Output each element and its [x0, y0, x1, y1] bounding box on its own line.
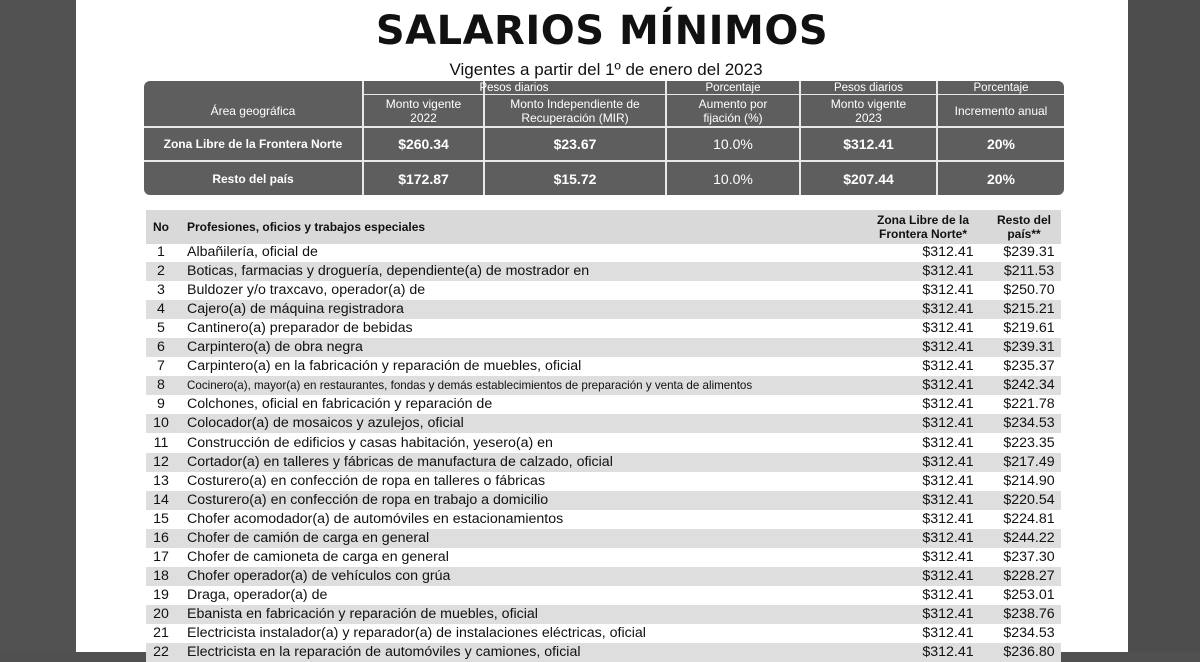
row-number: 12 [153, 453, 169, 470]
group-header-porcentaje-anual: Porcentaje [973, 81, 1029, 94]
row-number: 10 [153, 415, 169, 432]
row-description: Ebanista en fabricación y reparación de muebles, oficial [187, 605, 538, 622]
row-number: 9 [157, 396, 165, 413]
row-zona-libre-value: $312.41 [922, 605, 974, 622]
col-header-monto-2022: Monto vigente 2022 [385, 96, 462, 125]
col-header-monto-2023: Monto vigente 2023 [830, 96, 907, 125]
table-row [146, 281, 1061, 300]
summary-value-cell: $23.67 [553, 136, 597, 152]
row-resto-pais-value: $253.01 [1003, 586, 1055, 603]
row-zona-libre-value: $312.41 [922, 529, 974, 546]
row-zona-libre-value: $312.41 [922, 644, 974, 661]
row-number: 13 [153, 472, 169, 489]
row-resto-pais-value: $221.78 [1003, 396, 1055, 413]
table-row [146, 624, 1061, 643]
row-number: 7 [157, 358, 165, 375]
page-title: SALARIOS MÍNIMOS [375, 8, 829, 54]
row-zona-libre-value: $312.41 [922, 339, 974, 356]
col-header-area: Área geográfica [210, 103, 296, 118]
table-row [146, 434, 1061, 453]
row-description: Carpintero(a) en la fabricación y reparación de muebles, oficial [187, 358, 582, 375]
header-zona-libre: Zona Libre de la Frontera Norte* [876, 213, 969, 241]
row-resto-pais-value: $220.54 [1003, 491, 1055, 508]
row-resto-pais-value: $237.30 [1003, 548, 1055, 565]
row-number: 2 [157, 263, 165, 280]
col-header-incremento: Incremento anual [954, 103, 1048, 118]
table-row [146, 586, 1061, 605]
summary-value-cell: $172.87 [398, 170, 449, 187]
row-number: 20 [153, 605, 169, 622]
row-resto-pais-value: $215.21 [1003, 301, 1055, 318]
row-description: Colocador(a) de mosaicos y azulejos, oficial [187, 415, 464, 432]
row-resto-pais-value: $219.61 [1003, 320, 1055, 337]
table-row [146, 472, 1061, 491]
row-number: 11 [153, 434, 169, 451]
col-header-mir: Monto Independiente de Recuperación (MIR) [510, 96, 640, 125]
row-number: 6 [157, 339, 165, 356]
row-zona-libre-value: $312.41 [922, 320, 974, 337]
table-row [146, 567, 1061, 586]
row-description: Electricista en la reparación de automóviles y camiones, oficial [187, 644, 581, 661]
table-row [146, 376, 1061, 395]
row-description: Construcción de edificios y casas habitación, yesero(a) en [187, 434, 553, 451]
row-resto-pais-value: $228.27 [1003, 567, 1055, 584]
row-resto-pais-value: $238.76 [1003, 605, 1055, 622]
row-description: Carpintero(a) de obra negra [187, 339, 363, 356]
list-table-header [146, 210, 1061, 244]
table-row [146, 300, 1061, 319]
summary-value-cell: $260.34 [398, 136, 449, 152]
summary-table [144, 81, 1064, 195]
row-zona-libre-value: $312.41 [922, 491, 974, 508]
table-row [146, 357, 1061, 376]
row-description: Cortador(a) en talleres y fábricas de manufactura de calzado, oficial [187, 453, 613, 470]
row-zona-libre-value: $312.41 [922, 625, 974, 641]
row-resto-pais-value: $214.90 [1003, 472, 1055, 489]
row-description: Cantinero(a) preparador de bebidas [187, 320, 413, 337]
table-row [146, 548, 1061, 567]
table-row [146, 510, 1061, 529]
summary-value-cell: 20% [986, 170, 1016, 187]
table-row [146, 395, 1061, 414]
row-zona-libre-value: $312.41 [922, 396, 974, 413]
row-resto-pais-value: $224.81 [1003, 510, 1055, 527]
summary-value-cell: 10.0% [713, 170, 753, 187]
summary-value-cell: $312.41 [843, 136, 894, 152]
row-number: 3 [157, 282, 165, 299]
document-page [76, 0, 1128, 661]
viewer-left-margin [0, 0, 76, 652]
row-description: Chofer de camioneta de carga en general [187, 548, 449, 565]
row-zona-libre-value: $312.41 [922, 358, 974, 375]
row-zona-libre-value: $312.41 [922, 377, 974, 394]
table-row [146, 491, 1061, 510]
group-header-pesos-diarios: Pesos diarios [479, 81, 549, 94]
row-zona-libre-value: $312.41 [922, 453, 974, 470]
row-number: 4 [157, 301, 165, 318]
group-header-pesos-diarios-2023: Pesos diarios [833, 81, 904, 94]
table-row [146, 605, 1061, 624]
summary-value-cell: 20% [986, 136, 1016, 152]
row-description: Costurero(a) en confección de ropa en trabajo a domicilio [187, 491, 549, 508]
table-row [146, 643, 1061, 662]
summary-value-cell: $15.72 [553, 170, 597, 187]
summary-area-cell: Resto del país [212, 171, 294, 186]
row-number: 17 [153, 548, 169, 565]
row-zona-libre-value: $312.41 [922, 244, 974, 260]
row-description: Chofer operador(a) de vehículos con grúa [187, 567, 451, 584]
table-row [146, 414, 1061, 433]
row-zona-libre-value: $312.41 [922, 472, 974, 489]
group-header-porcentaje: Porcentaje [705, 81, 761, 94]
row-resto-pais-value: $211.53 [1003, 263, 1055, 280]
row-zona-libre-value: $312.41 [922, 434, 974, 451]
row-resto-pais-value: $234.53 [1003, 625, 1055, 641]
row-description: Albañilería, oficial de [187, 244, 318, 260]
table-row [146, 243, 1061, 262]
header-resto-pais: Resto del país** [996, 213, 1051, 241]
col-header-aumento: Aumento por fijación (%) [698, 96, 768, 125]
row-description: Chofer de camión de carga en general [187, 529, 430, 546]
row-resto-pais-value: $244.22 [1003, 529, 1055, 546]
row-number: 21 [153, 625, 169, 641]
row-resto-pais-value: $223.35 [1003, 434, 1055, 451]
table-row [146, 453, 1061, 472]
row-number: 22 [153, 644, 169, 661]
table-row [146, 319, 1061, 338]
row-resto-pais-value: $217.49 [1003, 453, 1055, 470]
row-resto-pais-value: $239.31 [1003, 244, 1055, 260]
row-description: Chofer acomodador(a) de automóviles en estacionamientos [187, 510, 564, 527]
row-number: 5 [157, 320, 165, 337]
row-number: 19 [153, 586, 169, 603]
row-description: Draga, operador(a) de [187, 586, 328, 603]
row-number: 1 [157, 244, 165, 260]
row-description: Buldozer y/o traxcavo, operador(a) de [187, 282, 426, 299]
row-description: Costurero(a) en confección de ropa en talleres o fábricas [187, 472, 546, 489]
row-zona-libre-value: $312.41 [922, 301, 974, 318]
row-description: Colchones, oficial en fabricación y reparación de [187, 396, 493, 413]
row-zona-libre-value: $312.41 [922, 586, 974, 603]
row-resto-pais-value: $234.53 [1003, 415, 1055, 432]
table-row [146, 338, 1061, 357]
row-number: 16 [153, 529, 169, 546]
row-zona-libre-value: $312.41 [922, 548, 974, 565]
table-row [146, 529, 1061, 548]
table-row [146, 262, 1061, 281]
row-zona-libre-value: $312.41 [922, 415, 974, 432]
row-description: Electricista instalador(a) y reparador(a) de instalaciones eléctricas, oficial [187, 625, 646, 641]
header-profesiones: Profesiones, oficios y trabajos especiales [187, 220, 426, 234]
row-zona-libre-value: $312.41 [922, 282, 974, 299]
summary-value-cell: $207.44 [843, 170, 894, 187]
row-zona-libre-value: $312.41 [922, 567, 974, 584]
page-subtitle: Vigentes a partir del 1º de enero del 2023 [449, 60, 763, 79]
row-number: 8 [157, 377, 165, 394]
row-resto-pais-value: $235.37 [1003, 358, 1055, 375]
row-number: 18 [153, 567, 169, 584]
row-number: 15 [153, 510, 169, 527]
row-description: Cocinero(a), mayor(a) en restaurantes, fondas y demás establecimientos de preparación y venta de alimentos [187, 379, 753, 393]
viewer-right-margin [1128, 0, 1200, 652]
row-description: Boticas, farmacias y droguería, dependiente(a) de mostrador en [187, 263, 590, 280]
row-description: Cajero(a) de máquina registradora [187, 301, 404, 318]
row-resto-pais-value: $239.31 [1003, 339, 1055, 356]
row-resto-pais-value: $236.80 [1003, 644, 1055, 661]
summary-value-cell: 10.0% [713, 136, 753, 152]
row-zona-libre-value: $312.41 [922, 510, 974, 527]
header-no: No [153, 220, 169, 234]
row-number: 14 [153, 491, 169, 508]
row-resto-pais-value: $242.34 [1003, 377, 1055, 394]
row-resto-pais-value: $250.70 [1003, 282, 1055, 299]
row-zona-libre-value: $312.41 [922, 263, 974, 280]
summary-area-cell: Zona Libre de la Frontera Norte [163, 137, 343, 151]
